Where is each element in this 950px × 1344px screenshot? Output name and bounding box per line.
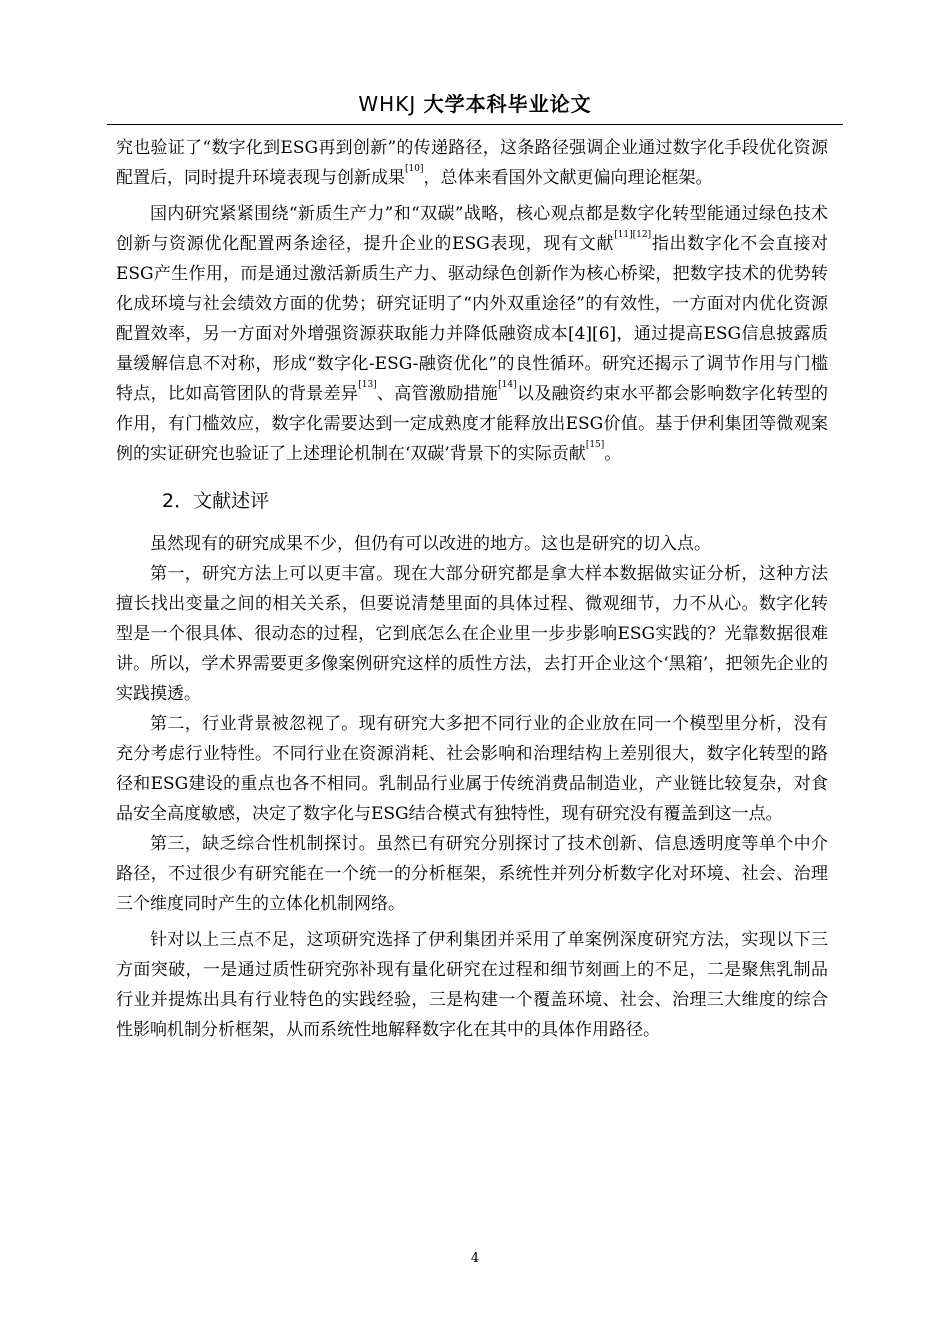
- citation: [13]: [358, 380, 377, 390]
- text: 、高管激励措施: [376, 384, 499, 404]
- paragraph-2: [116, 199, 828, 469]
- paragraph-6: 第三，缺乏综合性机制探讨。虽然已有研究分别探讨了技术创新、信息透明度等单个中介路径，不过很少有研究能在一个统一的分析框架，系统性并列分析数字化对环境、社会、治理三个维度同时产生的立体化机制网络。: [116, 834, 828, 914]
- header-prefix: WHKJ: [358, 92, 417, 116]
- citation: [10]: [405, 164, 424, 174]
- text: 。: [604, 444, 622, 464]
- text: 以及融资约束水平都会影响数字化转型的作用，有门槛效应，数字化需要达到一定成熟度才能释放出ESG价值。基于伊利集团等微观案例的实证研究也验证了上述理论机制在‘双碳’背景下的实际贡献: [116, 384, 829, 464]
- citation: [15]: [585, 440, 605, 450]
- paragraph-3: 虽然现有的研究成果不少，但仍有可以改进的地方。这也是研究的切入点。: [150, 534, 711, 554]
- text: 国内研究紧紧围绕“新质生产力”和“双碳”战略，核心观点都是数字化转型能通过绿色技术创新与资源优化配置两条途径，提升企业的ESG表现，现有文献: [116, 204, 828, 254]
- citation: [11][12]: [614, 230, 652, 240]
- citation: [14]: [498, 380, 517, 390]
- text: ，总体来看国外文献更偏向理论框架。: [423, 168, 713, 188]
- paragraph-4: 第一，研究方法上可以更丰富。现在大部分研究都是拿大样本数据做实证分析，这种方法擅长找出变量之间的相关关系，但要说清楚里面的具体过程、微观细节，力不从心。数字化转型是一个很具体、很动态的过程，它到底怎么在企业里一步步影响ESG实践的？光靠数据很难讲。所以，学术界需要更多像案例研究这样的质性方法，去打开企业这个‘黑箱’，把领先企业的实践摸透。: [116, 564, 828, 704]
- text: 究也验证了“数字化到ESG再到创新”的传递路径，这条路径强调企业通过数字化手段优化资源配置后，同时提升环境表现与创新成果: [116, 138, 828, 188]
- paragraph-5: 第二，行业背景被忽视了。现有研究大多把不同行业的企业放在同一个模型里分析，没有充分考虑行业特性。不同行业在资源消耗、社会影响和治理结构上差别很大，数字化转型的路径和ESG建设的重点也各不相同。乳制品行业属于传统消费品制造业，产业链比较复杂，对食品安全高度敏感，决定了数字化与ESG结合模式有独特性，现有研究没有覆盖到这一点。: [116, 714, 828, 824]
- header-rule: [107, 124, 843, 125]
- page-header: [107, 88, 843, 117]
- paragraph-1: [116, 133, 828, 193]
- page-number: 4: [470, 1251, 480, 1266]
- header-title: 大学本科毕业论文: [423, 92, 592, 116]
- text: 指出数字化不会直接对ESG产生作用，而是通过激活新质生产力、驱动绿色创新作为核心桥梁，把数字技术的优势转化成环境与社会绩效方面的优势；研究证明了“内外双重途径”的有效性，一方面对内优化资源配置效率，另一方面对外增强资源获取能力并降低融资成本[4][6]，通过提高ESG信息披露质量缓解信息不对称，形成“数字化-ESG-融资优化”的良性循环。研究还揭示了调节作用与门槛特点，比如高管团队的背景差异: [116, 234, 829, 404]
- section-heading: 2．文献述评: [162, 490, 270, 512]
- paragraph-7: 针对以上三点不足，这项研究选择了伊利集团并采用了单案例深度研究方法，实现以下三方面突破，一是通过质性研究弥补现有量化研究在过程和细节刻画上的不足，二是聚焦乳制品行业并提炼出具有行业特色的实践经验，三是构建一个覆盖环境、社会、治理三大维度的综合性影响机制分析框架，从而系统性地解释数字化在其中的具体作用路径。: [116, 930, 828, 1040]
- body-text: [116, 133, 828, 1045]
